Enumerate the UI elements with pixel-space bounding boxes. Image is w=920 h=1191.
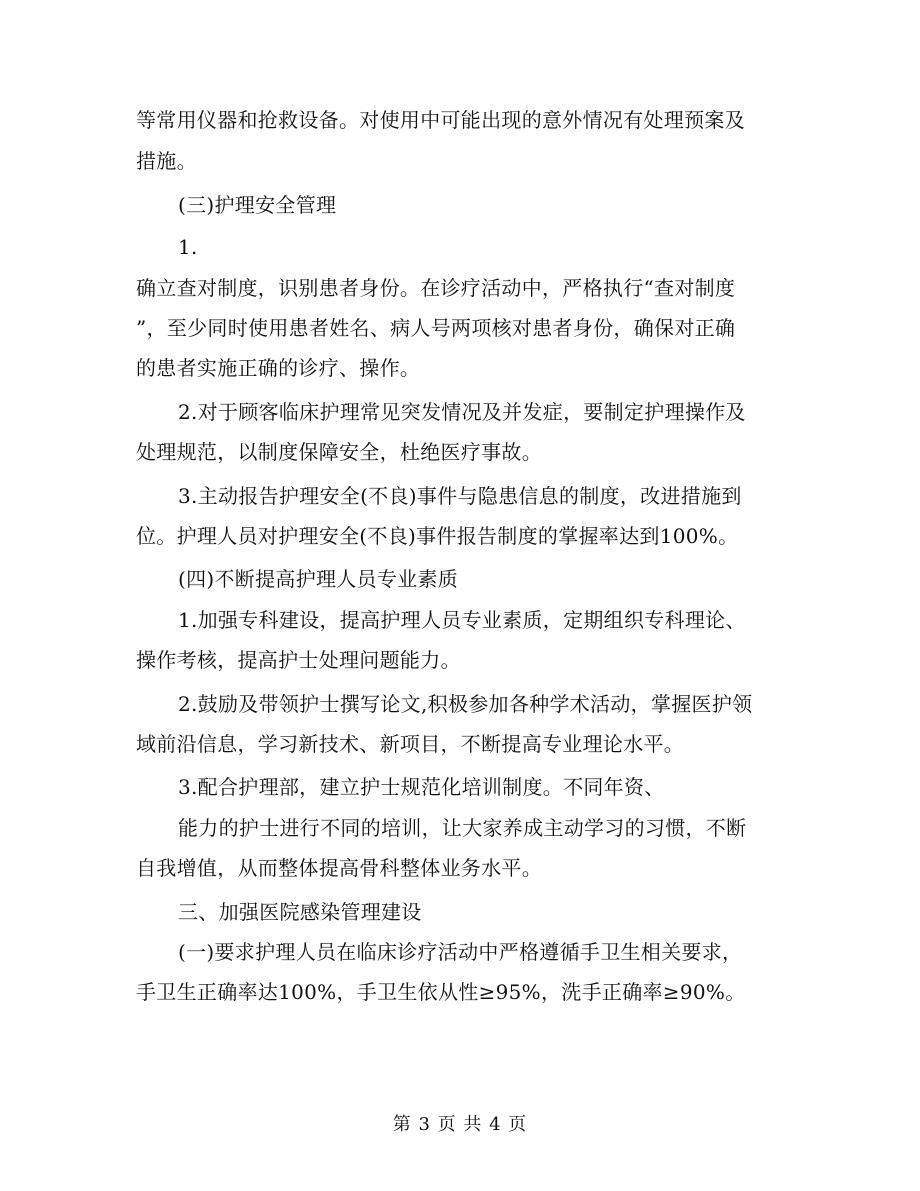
text-line-16: 域前沿信息，学习新技术、新项目，不断提高专业理论水平。	[136, 732, 685, 756]
text-line-7: 的患者实施正确的诊疗、操作。	[136, 356, 421, 380]
text-line-21: (一)要求护理人员在临床诊疗活动中严格遵循手卫生相关要求，	[178, 940, 743, 964]
text-line-11: 位。护理人员对护理安全(不良)事件报告制度的掌握率达到100%。	[136, 524, 739, 548]
text-line-17: 3.配合护理部，建立护士规范化培训制度。不同年资、	[178, 775, 665, 799]
page-footer: 第 3 页 共 4 页	[392, 1114, 528, 1135]
text-line-19: 自我增值，从而整体提高骨科整体业务水平。	[136, 856, 542, 880]
text-line-22: 手卫生正确率达100%，手卫生依从性≥95%，洗手正确率≥90%。	[136, 980, 746, 1004]
text-line-18: 能力的护士进行不同的培训，让大家养成主动学习的习惯，不断	[178, 816, 747, 840]
section-heading-quality: (四)不断提高护理人员专业素质	[178, 567, 459, 591]
text-line-5: 确立查对制度，识别患者身份。在诊疗活动中，严格执行“查对制度	[136, 276, 736, 300]
list-number-1: 1.	[178, 235, 198, 259]
text-line-14: 操作考核，提高护士处理问题能力。	[136, 648, 461, 672]
text-line-2: 措施。	[136, 149, 197, 173]
section-heading-infection: 三、加强医院感染管理建设	[178, 900, 422, 924]
text-line-6: ”，至少同时使用患者姓名、病人号两项核对患者身份，确保对正确	[136, 316, 736, 340]
text-line-9: 处理规范，以制度保障安全，杜绝医疗事故。	[136, 440, 542, 464]
text-line-10: 3.主动报告护理安全(不良)事件与隐患信息的制度，改进措施到	[178, 484, 742, 508]
section-heading-safety: (三)护理安全管理	[178, 193, 337, 217]
text-line-1: 等常用仪器和抢救设备。对使用中可能出现的意外情况有处理预案及	[136, 108, 745, 132]
text-line-13: 1.加强专科建设，提高护理人员专业素质，定期组织专科理论、	[178, 608, 746, 632]
text-line-8: 2.对于顾客临床护理常见突发情况及并发症，要制定护理操作及	[178, 400, 746, 424]
text-line-15: 2.鼓励及带领护士撰写论文,积极参加各种学术活动，掌握医护领	[178, 692, 753, 716]
